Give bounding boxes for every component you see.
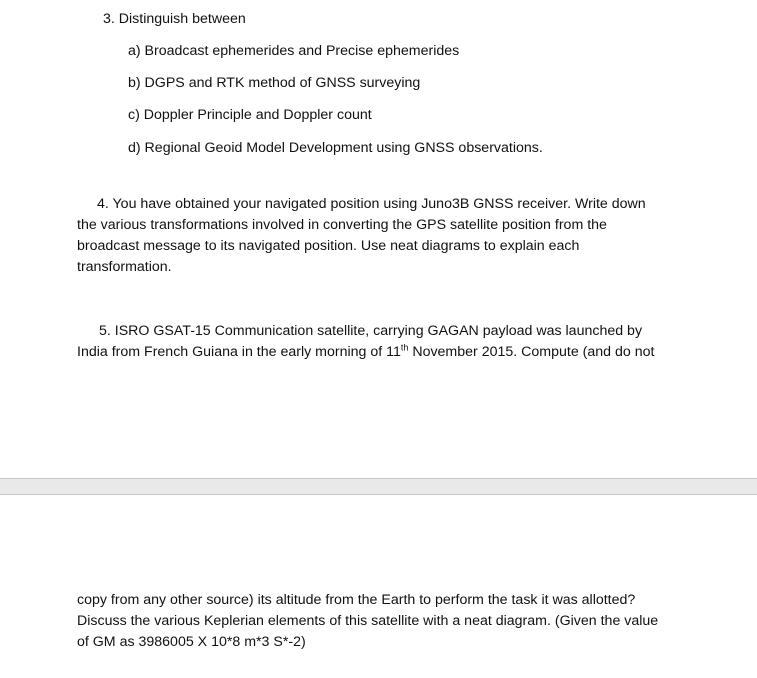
document-page-bottom	[0, 495, 757, 678]
ordinal-superscript: th	[400, 342, 409, 353]
question-5-continued-line-2: Discuss the various Keplerian elements of this satellite with a neat diagram. (Given the value	[77, 613, 659, 629]
question-5-line-2	[77, 343, 654, 361]
question-5-line-2-rest: November 2015. Compute (and do not	[408, 344, 655, 360]
page-separator	[0, 478, 757, 495]
question-4-line-1: 4. You have obtained your navigated position using Juno3B GNSS receiver. Write down	[97, 196, 646, 212]
question-3-item-b: b) DGPS and RTK method of GNSS surveying	[128, 75, 421, 91]
question-5-continued-line-1: copy from any other source) its altitude from the Earth to perform the task it was allotted?	[77, 592, 636, 608]
question-3-item-d: d) Regional Geoid Model Development using GNSS observations.	[128, 140, 543, 156]
question-3-item-c: c) Doppler Principle and Doppler count	[128, 107, 372, 123]
question-3-item-a: a) Broadcast ephemerides and Precise ephemerides	[128, 43, 460, 59]
question-4-line-4: transformation.	[77, 259, 172, 275]
question-5-line-1: 5. ISRO GSAT-15 Communication satellite, carrying GAGAN payload was launched by	[99, 323, 643, 339]
question-5-line-2-text: India from French Guiana in the early morning of 11	[77, 344, 401, 360]
question-4-line-2: the various transformations involved in converting the GPS satellite position from the	[77, 217, 607, 233]
question-5-continued-line-3: of GM as 3986005 X 10*8 m*3 S*-2)	[77, 634, 306, 650]
question-4-line-3: broadcast message to its navigated position. Use neat diagrams to explain each	[77, 238, 580, 254]
question-3-heading: 3. Distinguish between	[103, 11, 246, 27]
